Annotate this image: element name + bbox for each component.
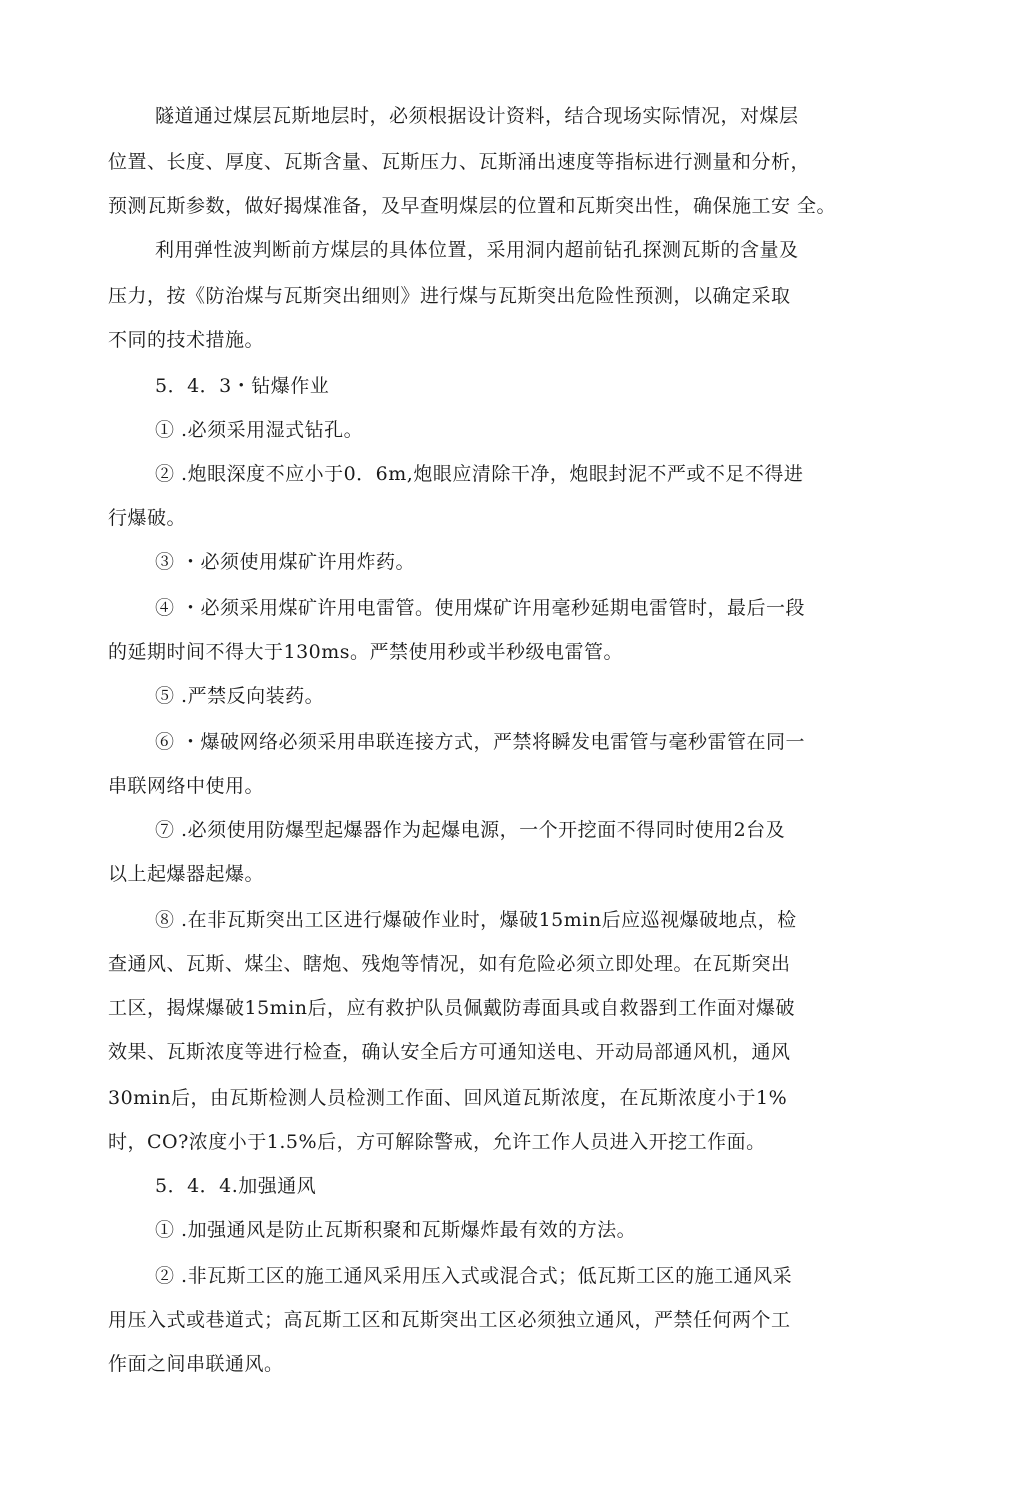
- text-line: 压力，按《防治煤与瓦斯突出细则》进行煤与瓦斯突出危险性预测，以确定采取: [108, 285, 791, 307]
- list-item: ⑧ .在非瓦斯突出工区进行爆破作业时，爆破15min后应巡视爆破地点，检: [155, 909, 797, 931]
- list-item: ② .非瓦斯工区的施工通风采用压入式或混合式；低瓦斯工区的施工通风采: [155, 1265, 793, 1287]
- text-line: 查通风、瓦斯、煤尘、瞎炮、残炮等情况，如有危险必须立即处理。在瓦斯突出: [108, 953, 791, 975]
- list-item: ④ ・必须采用煤矿许用电雷管。使用煤矿许用毫秒延期电雷管时，最后一段: [155, 597, 806, 619]
- section-heading: 5．4．3・钻爆作业: [155, 375, 330, 397]
- text-line: 预测瓦斯参数，做好揭煤准备，及早查明煤层的位置和瓦斯突出性，确保施工安 全。: [108, 195, 837, 217]
- text-line: 用压入式或巷道式；高瓦斯工区和瓦斯突出工区必须独立通风，严禁任何两个工: [108, 1309, 791, 1331]
- list-item: ② .炮眼深度不应小于0．6m,炮眼应清除干净，炮眼封泥不严或不足不得进: [155, 463, 804, 485]
- section-heading: 5．4．4.加强通风: [155, 1175, 317, 1197]
- text-line: 30min后，由瓦斯检测人员检测工作面、回风道瓦斯浓度，在瓦斯浓度小于1%: [108, 1087, 788, 1109]
- list-item: ① .必须采用湿式钻孔。: [155, 419, 364, 441]
- text-line: 位置、长度、厚度、瓦斯含量、瓦斯压力、瓦斯涌出速度等指标进行测量和分析，: [108, 151, 811, 173]
- text-line: 利用弹性波判断前方煤层的具体位置，采用洞内超前钻孔探测瓦斯的含量及: [155, 239, 799, 261]
- list-item: ① .加强通风是防止瓦斯积聚和瓦斯爆炸最有效的方法。: [155, 1219, 637, 1241]
- text-line: 时，CO?浓度小于1.5%后，方可解除警戒，允许工作人员进入开挖工作面。: [108, 1131, 766, 1153]
- list-item: ⑤ .严禁反向装药。: [155, 685, 325, 707]
- text-line: 作面之间串联通风。: [108, 1353, 284, 1375]
- text-line: 行爆破。: [108, 507, 187, 529]
- text-line: 串联网络中使用。: [108, 775, 265, 797]
- text-line: 以上起爆器起爆。: [108, 863, 265, 885]
- text-line: 工区，揭煤爆破15min后，应有救护队员佩戴防毒面具或自救器到工作面对爆破: [108, 997, 796, 1019]
- list-item: ⑥ ・爆破网络必须采用串联连接方式，严禁将瞬发电雷管与毫秒雷管在同一: [155, 731, 806, 753]
- text-line: 隧道通过煤层瓦斯地层时，必须根据设计资料，结合现场实际情况，对煤层: [155, 105, 799, 127]
- text-line: 效果、瓦斯浓度等进行检查，确认安全后方可通知送电、开动局部通风机，通风: [108, 1041, 791, 1063]
- list-item: ③ ・必须使用煤矿许用炸药。: [155, 551, 416, 573]
- list-item: ⑦ .必须使用防爆型起爆器作为起爆电源，一个开挖面不得同时使用2台及: [155, 819, 786, 841]
- text-line: 不同的技术措施。: [108, 329, 265, 351]
- text-line: 的延期时间不得大于130ms。严禁使用秒或半秒级电雷管。: [108, 641, 624, 663]
